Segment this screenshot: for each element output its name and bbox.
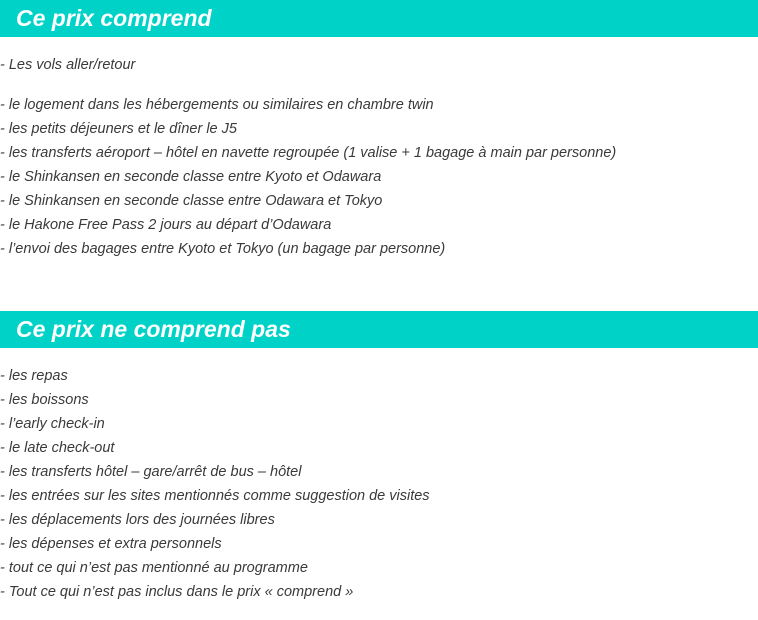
list-item: - le late check-out <box>0 440 115 456</box>
list-item: - l’envoi des bagages entre Kyoto et Tokyo (un bagage par personne) <box>0 241 446 257</box>
list-item: - les transferts hôtel – gare/arrêt de bus – hôtel <box>0 464 302 480</box>
list-item: - Les vols aller/retour <box>0 57 136 73</box>
excluded-section-title: Ce prix ne comprend pas <box>0 311 758 348</box>
list-item: - le Shinkansen en seconde classe entre Odawara et Tokyo <box>0 193 383 209</box>
list-item: - les déplacements lors des journées libres <box>0 512 275 528</box>
included-list <box>0 93 616 261</box>
list-item: - le Hakone Free Pass 2 jours au départ d’Odawara <box>0 217 332 233</box>
list-item: - les petits déjeuners et le dîner le J5 <box>0 121 237 137</box>
list-item: - tout ce qui n’est pas mentionné au programme <box>0 560 308 576</box>
list-item: - les entrées sur les sites mentionnés comme suggestion de visites <box>0 488 430 504</box>
list-item: - l’early check-in <box>0 416 105 432</box>
included-section-title: Ce prix comprend <box>0 0 758 37</box>
list-item: - les dépenses et extra personnels <box>0 536 222 552</box>
list-item: - le logement dans les hébergements ou similaires en chambre twin <box>0 97 434 113</box>
list-item: - les boissons <box>0 392 89 408</box>
list-item: - les transferts aéroport – hôtel en navette regroupée (1 valise + 1 bagage à main par personne) <box>0 145 617 161</box>
list-item: - Tout ce qui n’est pas inclus dans le prix « comprend » <box>0 584 354 600</box>
list-item: - les repas <box>0 368 68 384</box>
excluded-list <box>0 364 430 604</box>
list-item: - le Shinkansen en seconde classe entre Kyoto et Odawara <box>0 169 382 185</box>
included-first-list <box>0 53 135 77</box>
